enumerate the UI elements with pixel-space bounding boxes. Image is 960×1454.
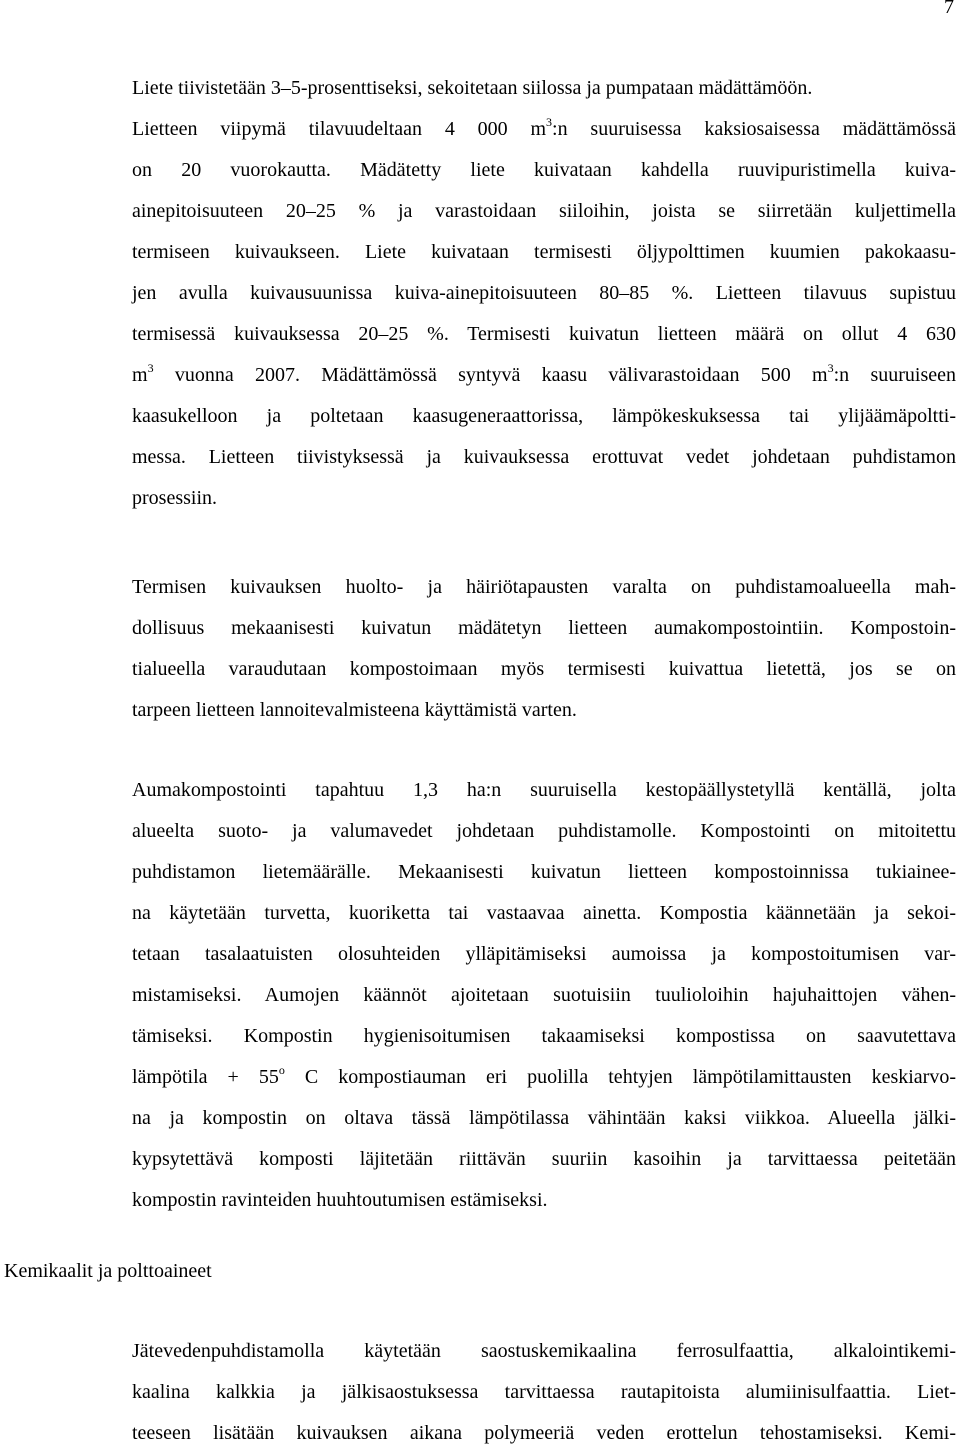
paragraph-chemicals [132,1331,956,1454]
text-fragment: ainepitoisuuteen 20–25 % ja varastoidaan siiloihin, joista se siirretään kuljettimella [132,200,956,222]
text-fragment: na ja kompostin on oltava tässä lämpötilassa vähintään kaksi viikkoa. Alueella jälki- [132,1107,956,1129]
text-line [132,608,956,649]
text-fragment: Termisen kuivauksen huolto- ja häiriötapausten varalta on puhdistamoalueella mah- [132,576,956,598]
text-fragment: C kompostiauman eri puolilla tehtyjen lämpötilamittausten keskiarvo- [284,1066,956,1088]
text-line [132,478,956,519]
text-fragment: dollisuus mekaanisesti kuivatun mädätetyn lietteen aumakompostointiin. Kompostoin- [132,617,956,639]
text-line [132,690,956,731]
text-fragment: Lietteen viipymä tilavuudeltaan 4 000 m [132,118,547,140]
text-fragment: alueelta suoto- ja valumavedet johdetaan puhdistamolle. Kompostointi on mitoitettu [132,820,956,842]
text-line [132,1331,956,1372]
text-fragment: termiseen kuivaukseen. Liete kuivataan termisesti öljypolttimen kuumien pakokaasu- [132,241,956,263]
superscript: 3 [147,361,154,375]
text-line [132,1180,956,1221]
text-line [132,1372,956,1413]
text-line [132,1098,956,1139]
text-line [132,852,956,893]
superscript: 3 [827,361,834,375]
text-fragment: tetaan tasalaatuisten olosuhteiden ylläpitämiseksi aumoissa ja kompostoitumisen var- [132,943,956,965]
text-fragment: :n suuruiseen [833,364,957,386]
text-fragment: :n suuruisessa kaksiosaisessa mädättämössä [552,118,956,140]
text-line [132,355,956,396]
text-fragment: messa. Lietteen tiivistyksessä ja kuivauksessa erottuvat vedet johdetaan puhdistamon [132,446,956,468]
page-number: 7 [944,0,954,18]
text-fragment: prosessiin. [132,487,217,509]
text-fragment: m [132,364,148,386]
text-line [132,770,956,811]
text-line [132,150,956,191]
text-line [132,975,956,1016]
text-line [132,437,956,478]
text-fragment: kypsytettävä komposti läjitetään riittävän suuriin kasoihin ja tarvittaessa peitetään [132,1148,956,1170]
text-line [132,109,956,150]
text-line [132,811,956,852]
text-line [132,314,956,355]
text-line [132,893,956,934]
text-line [132,567,956,608]
paragraph-windrow-composting [132,770,956,1221]
text-fragment: kaalina kalkkia ja jälkisaostuksessa tarvittaessa rautapitoista alumiinisulfaattia. Liet- [132,1381,956,1403]
superscript: o [278,1063,285,1077]
text-line [132,396,956,437]
text-line [132,1057,956,1098]
text-fragment: kompostin ravinteiden huuhtoutumisen estämiseksi. [132,1189,548,1211]
text-fragment: tialueella varaudutaan kompostoimaan myös termisesti kuivattua lietettä, jos se on [132,658,956,680]
text-line [132,1016,956,1057]
paragraph-thermal-drying-backup [132,567,956,731]
text-fragment: Liete tiivistetään 3–5-prosenttiseksi, sekoitetaan siilossa ja pumpataan mädättämöön. [132,77,813,99]
text-fragment: Jätevedenpuhdistamolla käytetään saostuskemikaalina ferrosulfaattia, alkalointikemi- [132,1340,956,1362]
text-line [132,934,956,975]
paragraph-sludge-treatment [132,68,956,519]
text-line [132,273,956,314]
text-line [132,232,956,273]
text-fragment: jen avulla kuivausuunissa kuiva-ainepitoisuuteen 80–85 %. Lietteen tilavuus supistuu [132,282,956,304]
text-fragment: lämpötila + 55 [132,1066,279,1088]
text-fragment: vuonna 2007. Mädättämössä syntyvä kaasu välivarastoidaan 500 m [153,364,828,386]
text-line [132,68,956,109]
section-heading-chemicals-and-fuels: Kemikaalit ja polttoaineet [4,1260,212,1282]
text-fragment: on 20 vuorokautta. Mädätetty liete kuivataan kahdella ruuvipuristimella kuiva- [132,159,956,181]
text-line [132,649,956,690]
text-fragment: mistamiseksi. Aumojen käännöt ajoitetaan suotuisiin tuulioloihin hajuhaittojen vähen- [132,984,956,1006]
text-fragment: termisessä kuivauksessa 20–25 %. Termisesti kuivatun lietteen määrä on ollut 4 630 [132,323,956,345]
text-fragment: puhdistamon lietemäärälle. Mekaanisesti kuivatun lietteen kompostoinnissa tukiainee- [132,861,956,883]
superscript: 3 [546,115,553,129]
text-fragment: teeseen lisätään kuivauksen aikana polymeeriä veden erottelun tehostamiseksi. Kemi- [132,1422,956,1444]
text-line [132,191,956,232]
text-fragment: tarpeen lietteen lannoitevalmisteena käyttämistä varten. [132,699,577,721]
text-fragment: Aumakompostointi tapahtuu 1,3 ha:n suuruisella kestopäällystetyllä kentällä, jolta [132,779,956,801]
text-fragment: na käytetään turvetta, kuoriketta tai vastaavaa ainetta. Kompostia käännetään ja sekoi- [132,902,956,924]
text-fragment: kaasukelloon ja poltetaan kaasugeneraattorissa, lämpökeskuksessa tai ylijäämäpoltti- [132,405,956,427]
text-line [132,1139,956,1180]
text-fragment: tämiseksi. Kompostin hygienisoitumisen takaamiseksi kompostissa on saavutettava [132,1025,956,1047]
